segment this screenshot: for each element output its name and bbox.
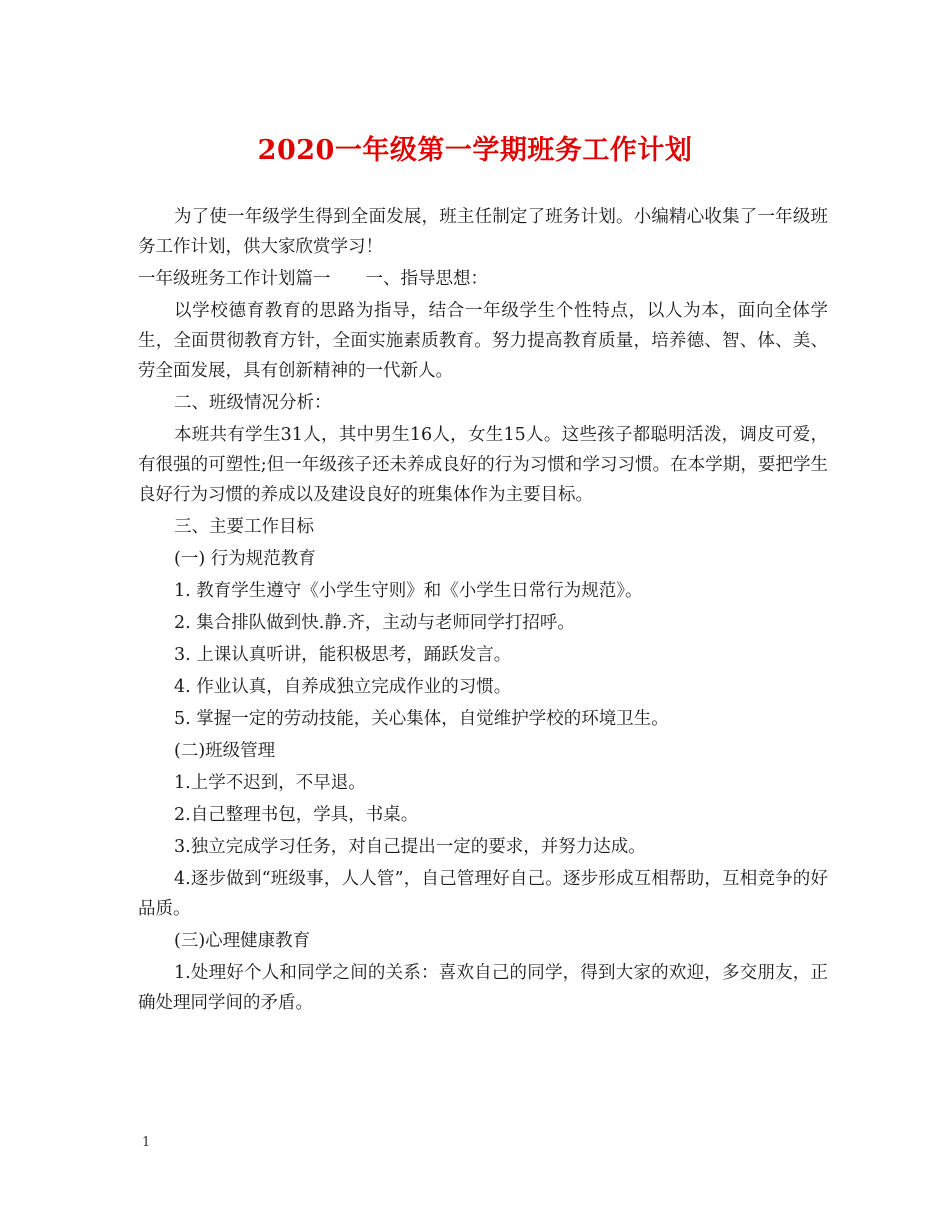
list-item: 4. 作业认真，自养成独立完成作业的习惯。 xyxy=(174,677,512,697)
document-body xyxy=(138,202,828,1020)
list-item: 1.处理好个人和同学之间的关系：喜欢自己的同学，得到大家的欢迎，多交朋友，正确处理同学间的矛盾。 xyxy=(138,963,828,1013)
heading-class-analysis: 二、班级情况分析： xyxy=(174,393,332,413)
list-item: 2. 集合排队做到快.静.齐，主动与老师同学打招呼。 xyxy=(174,613,575,633)
heading-main-goals: 三、主要工作目标 xyxy=(174,517,314,537)
list-item: 4.逐步做到“班级事，人人管”，自己管理好自己。逐步形成互相帮助，互相竞争的好品质。 xyxy=(138,869,828,919)
document-title: 2020一年级第一学期班务工作计划 xyxy=(257,135,693,166)
list-item: 1. 教育学生遵守《小学生守则》和《小学生日常行为规范》。 xyxy=(174,581,643,601)
paragraph-class-analysis: 本班共有学生31人，其中男生16人，女生15人。这些孩子都聪明活泼，调皮可爱，有很强的可塑性;但一年级孩子还未养成良好的行为习惯和学习习惯。在本学期，要把学生良好行为习惯的养成以及建设良好的班集体作为主要目标。 xyxy=(138,425,828,505)
list-item: 1.上学不迟到，不早退。 xyxy=(174,773,366,793)
paragraph-section-heading: 一年级班务工作计划篇一 一、指导思想： xyxy=(138,269,488,289)
paragraph-intro: 为了使一年级学生得到全面发展，班主任制定了班务计划。小编精心收集了一年级班务工作计划，供大家欣赏学习！ xyxy=(138,207,828,257)
heading-behavior-education: (一) 行为规范教育 xyxy=(174,549,316,569)
heading-class-management: (二)班级管理 xyxy=(174,741,276,761)
list-item: 3. 上课认真听讲，能积极思考，踊跃发言。 xyxy=(174,645,512,665)
list-item: 5. 掌握一定的劳动技能，关心集体，自觉维护学校的环境卫生。 xyxy=(174,709,669,729)
list-item: 3.独立完成学习任务，对自己提出一定的要求，并努力达成。 xyxy=(174,837,646,857)
heading-mental-health: (三)心理健康教育 xyxy=(174,931,311,951)
paragraph-guiding-thought: 以学校德育教育的思路为指导，结合一年级学生个性特点，以人为本，面向全体学生，全面贯彻教育方针，全面实施素质教育。努力提高教育质量，培养德、智、体、美、劳全面发展，具有创新精神的一代新人。 xyxy=(138,301,828,381)
list-item: 2.自己整理书包，学具，书桌。 xyxy=(174,805,419,825)
page-number: 1 xyxy=(142,1135,151,1150)
